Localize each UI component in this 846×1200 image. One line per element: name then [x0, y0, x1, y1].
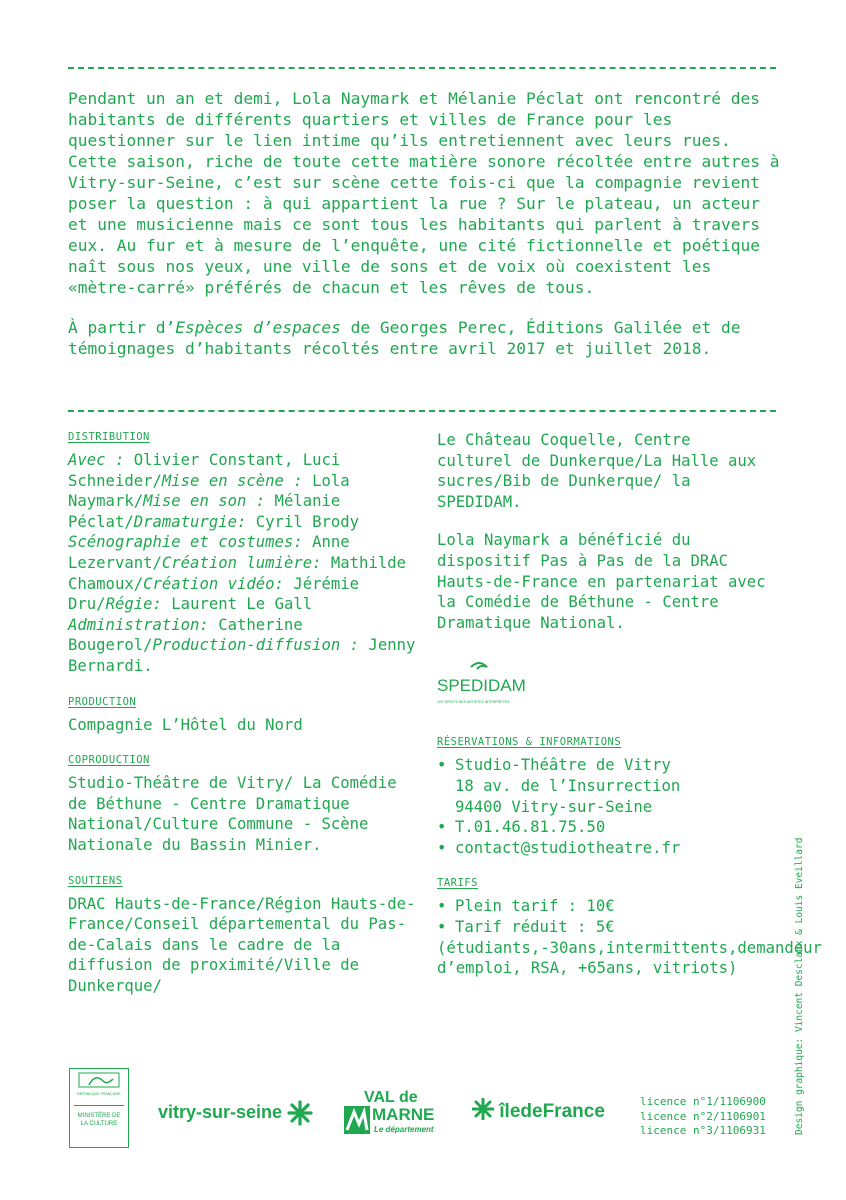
coproduction-text: Studio-Théâtre de Vitry/ La Comédie de Béthune - Centre Dramatique National/Culture Commune - Scène Nationale du Bassin Minier.: [68, 774, 397, 854]
tarif-reduit: • Tarif réduit : 5€: [437, 917, 767, 938]
top-divider: [68, 67, 776, 69]
valdemarne-logo: [342, 1086, 452, 1141]
email-link[interactable]: • contact@studiotheatre.fr: [437, 838, 767, 859]
vitry-star-icon: [287, 1100, 313, 1126]
distribution-section: [68, 430, 418, 677]
licence-1: licence n°1/1106900: [640, 1095, 766, 1108]
coproduction-heading: COPRODUCTION: [68, 754, 150, 767]
svg-text:MARNE: MARNE: [372, 1105, 435, 1124]
soutiens-section: [68, 874, 418, 997]
vitry-logo: vitry-sur-seine: [158, 1100, 313, 1126]
production-section: [68, 695, 418, 736]
coproduction-section: [68, 753, 418, 855]
support-continued: Le Château Coquelle, Centre culturel de Dunkerque/La Halle aux sucres/Bib de Dunkerque/ la SPEDIDAM.: [437, 431, 757, 511]
soutiens-text: DRAC Hauts-de-France/Région Hauts-de-France/Conseil départemental du Pas-de-Calais dans le cadre de la diffusion de proximité/Ville de Dunkerque/: [68, 894, 416, 995]
svg-text:VAL de: VAL de: [364, 1089, 418, 1106]
tarifs-section: [437, 876, 822, 978]
production-heading: PRODUCTION: [68, 695, 137, 708]
tarif-plein: • Plein tarif : 10€: [437, 896, 767, 917]
phone-item: • T.01.46.81.75.50: [437, 817, 767, 838]
left-column: [68, 430, 418, 1014]
iledefrance-logo: îledeFrance: [472, 1098, 605, 1123]
tarifs-heading: TARIFS: [437, 877, 478, 890]
reservations-list: [437, 755, 767, 858]
spedidam-logo: [437, 659, 767, 715]
marianne-icon: [71, 1069, 127, 1099]
intro-text: [68, 88, 788, 378]
intro-paragraph-2: À partir d’Espèces d’espaces de Georges Perec, Éditions Galilée et de témoignages d’habitants récoltés entre avril 2017 et juillet 2018.: [68, 318, 741, 358]
tarif-reduit-detail: (étudiants,-30ans,intermittents,demandeur d’emploi, RSA, +65ans, vitriots): [437, 938, 822, 978]
pas-a-pas-note: Lola Naymark a bénéficié du dispositif Pas à Pas de la DRAC Hauts-de-France en partenariat avec la Comédie de Béthune - Centre Dramatique National.: [437, 531, 766, 632]
svg-text:LES DROITS DES ARTISTES INTERP: LES DROITS DES ARTISTES INTERPRÈTES: [437, 700, 510, 705]
svg-text:Le département: Le département: [374, 1125, 434, 1134]
licences: [640, 1095, 766, 1139]
ministere-logo: RÉPUBLIQUE FRANÇAISE MINISTÈRE DE LA CULTURE: [69, 1068, 129, 1148]
svg-text:RÉPUBLIQUE FRANÇAISE: RÉPUBLIQUE FRANÇAISE: [77, 1092, 121, 1096]
tarifs-list: [437, 896, 767, 937]
reservations-section: [437, 735, 767, 858]
spedidam-icon: [437, 659, 527, 709]
list-item: • Studio-Théâtre de Vitry 18 av. de l’Insurrection 94400 Vitry-sur-Seine: [437, 755, 767, 817]
licence-2: licence n°2/1106901: [640, 1109, 766, 1123]
distribution-heading: DISTRIBUTION: [68, 431, 150, 443]
valdemarne-icon: [342, 1086, 452, 1141]
soutiens-heading: SOUTIENS: [68, 874, 123, 887]
intro-paragraph-1: Pendant un an et demi, Lola Naymark et Mélanie Péclat ont rencontré des habitants de différents quartiers et villes de France pour les questionner sur le lien intime qu’ils entretiennent avec leurs rues. Cette saison, riche de toute cette matière sonore récoltée entre autres à Vitry-sur-Seine, c’est sur scène cette fois-ci que la compagnie revient poser la question : à qui appartient la rue ? Sur le plateau, un acteur et une musicienne mais ce sont tous les habitants qui parlent à travers eux. Au fur et à mesure de l’enquête, une cité fictionnelle et poétique naît sous nos yeux, une ville de sons et de voix où coexistent les «mètre-carré» préférés de chacun et les rêves de tous.: [68, 89, 780, 297]
distribution-text: Avec : Olivier Constant, Luci Schneider/Mise en scène : Lola Naymark/Mise en son : Mélanie Péclat/Dramaturgie: Cyril Brody Scénographie et costumes: Anne Lezervant/Création lumière: Mathilde Chamoux/Création vidéo: Jérémie Dru/Régie: Laurent Le Gall Administration: Catherine Bougerol/Production-diffusion : Jenny Bernardi.: [68, 451, 416, 675]
ile-star-icon: [472, 1098, 494, 1120]
production-text: Compagnie L’Hôtel du Nord: [68, 715, 303, 734]
design-credit: Design graphique: Vincent Desclaux & Louis Eveillard: [794, 837, 805, 1135]
reservations-heading: RÉSERVATIONS & INFORMATIONS: [437, 736, 622, 749]
middle-divider: [68, 410, 776, 412]
licence-3: licence n°3/1106931: [640, 1124, 766, 1137]
svg-text:SPEDIDAM: SPEDIDAM: [437, 676, 526, 696]
